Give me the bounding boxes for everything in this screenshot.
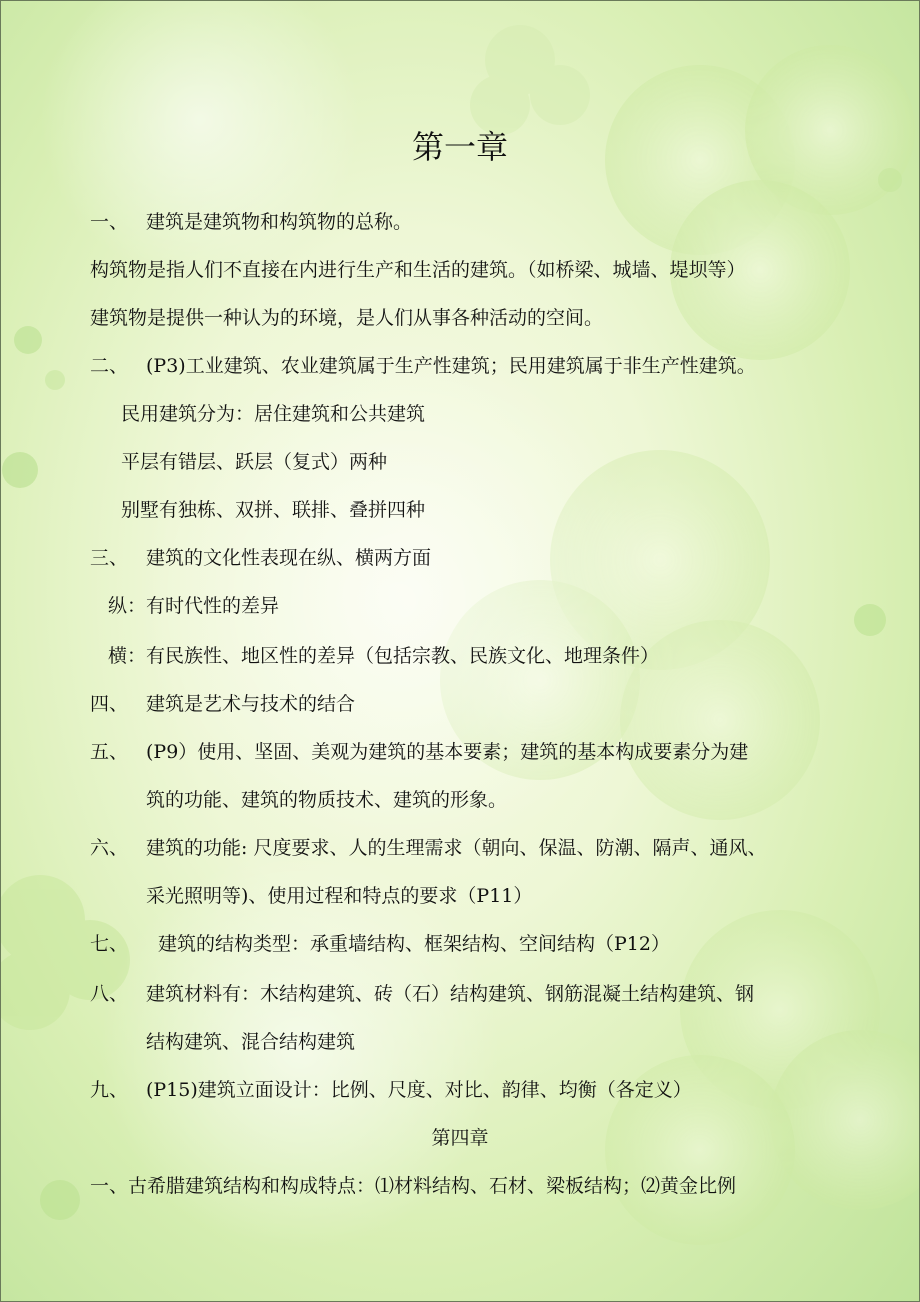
text-line: 别墅有独栋、双拼、联排、叠拼四种	[121, 499, 426, 521]
item-number: 二、	[90, 355, 129, 377]
item-3	[90, 546, 431, 570]
item-text: 建筑是艺术与技术的结合	[146, 693, 356, 715]
item-text: 建筑材料有：木结构建筑、砖（石）结构建筑、钢筋混凝土结构建筑、钢	[146, 983, 755, 1005]
item-2	[90, 354, 756, 378]
item-4	[90, 692, 355, 716]
item-5	[90, 740, 748, 764]
text-line: 纵：有时代性的差异	[108, 595, 280, 617]
chapter-1-title: 第一章	[411, 128, 508, 166]
text-line: 民用建筑分为：居住建筑和公共建筑	[121, 403, 426, 425]
item-number: 一、	[90, 211, 129, 233]
item-number: 七、	[90, 933, 129, 955]
item-text: 建筑的文化性表现在纵、横两方面	[146, 547, 432, 569]
chapter-4-title: 第四章	[431, 1127, 489, 1149]
item-text: (P3)工业建筑、农业建筑属于生产性建筑；民用建筑属于非生产性建筑。	[146, 355, 756, 377]
item-number: 六、	[90, 837, 129, 859]
item-text: (P15)建筑立面设计：比例、尺度、对比、韵律、均衡（各定义）	[146, 1079, 692, 1101]
item-9	[90, 1078, 692, 1102]
text-line: 横：有民族性、地区性的差异（包括宗教、民族文化、地理条件）	[108, 645, 660, 667]
item-number: 四、	[90, 693, 129, 715]
item-text: (P9）使用、坚固、美观为建筑的基本要素；建筑的基本构成要素分为建	[146, 741, 749, 763]
item-text: 建筑的功能: 尺度要求、人的生理需求（朝向、保温、防潮、隔声、通风、	[146, 837, 767, 859]
text-line: 筑的功能、建筑的物质技术、建筑的形象。	[146, 789, 508, 811]
item-6	[90, 836, 766, 860]
item-7	[90, 932, 670, 956]
item-8	[90, 982, 754, 1006]
item-1	[90, 210, 412, 234]
item-text: 建筑是建筑物和构筑物的总称。	[146, 211, 413, 233]
text-line: 建筑物是提供一种认为的环境，是人们从事各种活动的空间。	[90, 307, 604, 329]
text-line: 结构建筑、混合结构建筑	[146, 1031, 356, 1053]
text-line: 平层有错层、跃层（复式）两种	[121, 451, 388, 473]
item-text: 建筑的结构类型：承重墙结构、框架结构、空间结构（P12）	[158, 933, 670, 955]
item-number: 三、	[90, 547, 129, 569]
text-line: 构筑物是指人们不直接在内进行生产和生活的建筑。（如桥梁、城墙、堤坝等）	[90, 259, 746, 281]
item-number: 八、	[90, 983, 129, 1005]
text-line: 采光照明等)、使用过程和特点的要求（P11）	[146, 885, 533, 907]
chapter-4-item-1: 一、古希腊建筑结构和构成特点：⑴材料结构、石材、梁板结构；⑵黄金比例	[90, 1175, 737, 1197]
item-number: 九、	[90, 1079, 129, 1101]
item-number: 五、	[90, 741, 129, 763]
